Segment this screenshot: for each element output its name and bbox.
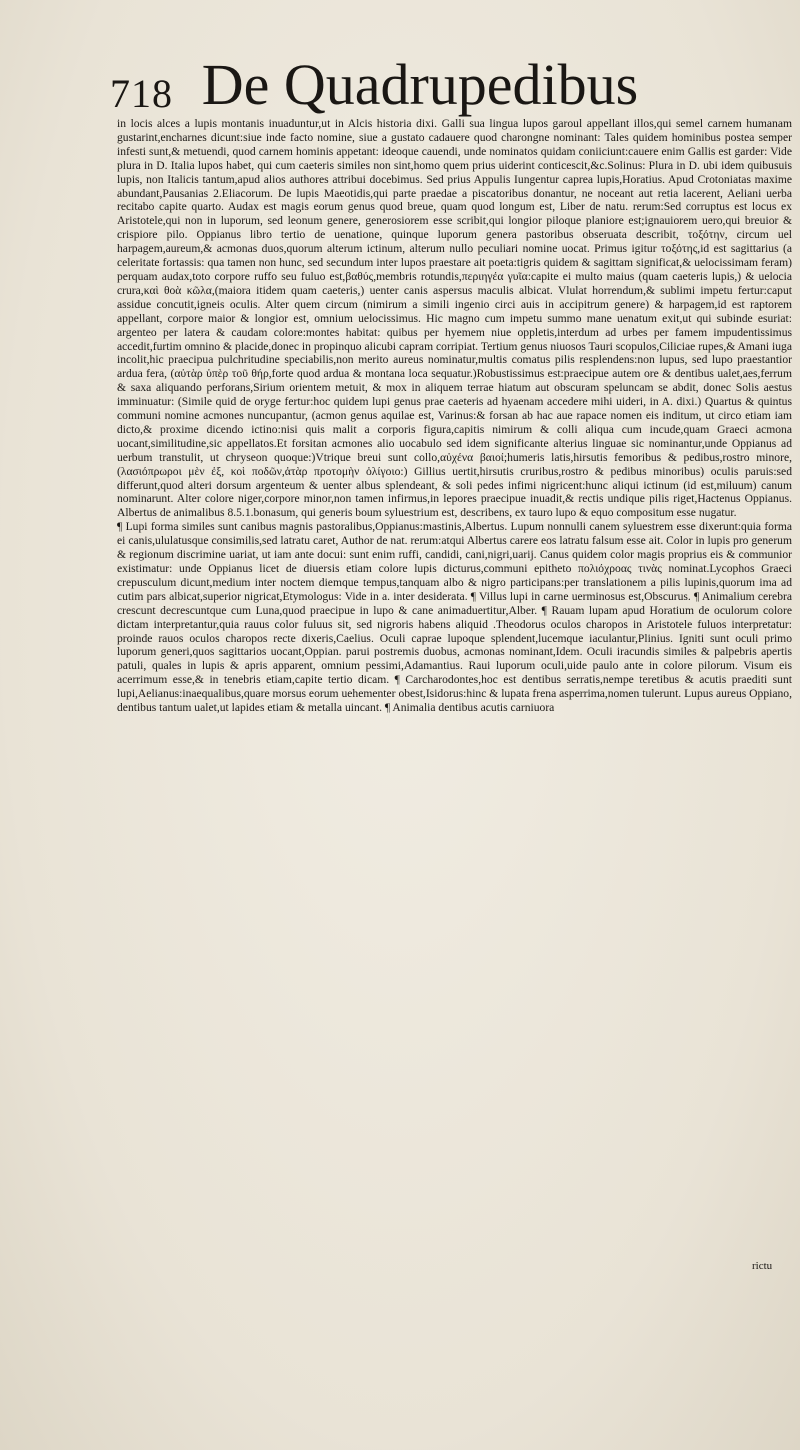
paragraph: in locis alces a lupis montanis inuaduntur,ut in Alcis historia dixi. Galli sua lingua lupos garoul appellant illos,qui semel carnem humanam gustarint,encharnes dicunt:siue inde facto nomine, siue a gustato cadauere quod charongne nominant: Tales quidem hominibus postea semper infesti sunt,& metuendi, quod carnem hominis appetant: ideoque cauendi, unde nominatos quidam coniiciunt:cauere enim Gallis est garder: Vide plura in D. Italia lupos habet, qui cum caeteris similes non sint,homo quem prius uiderint conticescit,&c.Solinus: Plura in D. ubi idem quibusuis lupis, non Italicis tantum,apud alios authores attribui docebimus. Sed prius Appulis Iungentur caprea lupis,Horatius. Apud Crotoniatas maxime abundant,Pausanias 2.Eliacorum. De lupis Maeotidis,qui parte praedae a piscatoribus donantur, ne noceant aut retia lacerent, Aeliani uerba recitabo capite quarto. Audax est magis eorum genus quod breue, quam quod longum est, Liber de natu. rerum:Sed corruptus est locus ex Aristotele,qui non in luporum, sed leonum genere, generosiorem esse scribit,qui longior piloque planiore est;ignauiorem uero,qui breuior & crispiore pilo. Oppianus libro tertio de uenatione, quinque luporum genera pastoribus obseruata describit, τοξότην, circum uel harpagem,aureum,& acmonas duos,quorum alterum ictinum, alterum nullo peculiari nomine uocat. Primus igitur τοξότης,id est sagittarius (a celeritate fortassis: qua tamen non hunc, sed secundum inter lupos praestare ait poeta:tigris quidem & sagittam significat,& uelocissimam feram) perquam audax,toto corpore ruffo seu fuluo est,βαθύς,membris rotundis,περιηγέα γυῖα:capite ei multo maius (quam caeteris lupis,) & uelocia crura,καὶ θοὰ κῶλα,(maiora itidem quam caeteris,) uenter canis aspersus maculis albicat. Vlulat horrendum,& sublimi impetu fertur:caput assidue concutit,igneis oculis. Alter quem circum (nimirum a simili ingenio circi auis in accipitrum genere) & harpagem,id est raptorem appellant, corpore maior & longior est, omnium uelocissimus. Hic magno cum impetu summo mane uenatum exit,ut qui subinde esuriat: argenteo per latera & caudam colore:montes habitat: quibus per hyemem niue oppletis,interdum ad urbes per famem impudentissimus accedit,furtim omnino & placide,donec in propinquo alicubi capram corripiat. Tertium genus niuosos Tauri scopulos,Ciliciae rupes,& Amani iuga incolit,hic praecipua pulchritudine speciabilis,non merito aureus nominatur,multis comatus pilis resplendens:non lupus, sed lupo praestantior ardua fera, (αὐτὰρ ὑπὲρ τοῦ θήρ,forte quod ardua & montana loca sequatur.)Robustissimus est:praecipue autem ore & dentibus ualet,aes,ferrum & saxa aliquando perforans,Sirium orientem metuit, & mox in aliquem terrae hiatum aut obscuram speluncam se abdit, donec Solis aestus imminuatur: (Simile quid de oryge fertur:hoc quidem lupi genus prae caeteris ad hyaenam accedere mihi uideri, in A. dixi.) Quartus & quintus communi nomine acmones nuncupantur, (acmon genus aquilae est, Varinus:& forsan ab hac aue rapace nomen eis inditum, ut circo etiam iam dicto,& proxime dicendo ictino:nisi quis malit a corporis figura,capitis nimirum & colli aliqua cum incude,quam Graeci acmona uocant,similitudine,sic appellatos.Et forsitan acmones alio uocabulo sed idem significante alterius linguae sic nominantur,unde Oppianus ad uerbum transtulit, ut chryseon quoque:)Vtrique breui sunt collo,αὐχένα βαιοί;humeris latis,hirsutis femoribus & pedibus,rostro minore,(λασιόπρωροι μὲν ἐξ, κοὶ ποδῶν,ἀτὰρ προτομὴν ὀλίγοιο:) Gillius uertit,hirsutis cruribus,rostro & pedibus minoribus) oculis paruis:sed differunt,quod alteri dorsum argenteum & uenter albus splendeant, & soli pedes infimi nigricent:hunc aliqui ictinum (id est,miluum) canum nominarunt. Alter colore niger,corpore minor,non tamen infirmus,in lepores praecipue inuadit,& rectis undique pilis riget,Hactenus Oppianus. Albertus de animalibus 8.5.1.bonasum, qui generis boum syluestrium est, describens, ex tauro lupo & equo compositum esse nugatur. (117, 117, 792, 520)
running-head: De Quadrupedibus (201, 52, 639, 117)
page-number: 718 (110, 71, 173, 116)
paragraph: ¶ Lupi forma similes sunt canibus magnis pastoralibus,Oppianus:mastinis,Albertus. Lupum nonnulli canem syluestrem esse dixerunt:quia forma ei canis,ululatusque consimilis,sed latratu caret, Author de nat. rerum:atqui Albertus carere eos latratu falsum esse ait. Color in lupis pro generum & regionum discrimine uariat, ut iam ante docui: sunt enim ruffi, candidi, cani,nigri,uarij. Canus quidem color magis proprius eis & communior existimatur: unde Oppianus licet de diuersis etiam colore lupis dicturus,communi epitheto πολιόχροας τινὰς nominat.Lycophos Graeci crepusculum dicunt,medium inter noctem diemque tempus,tanquam albo & nigro participans:per translationem a pilis lupinis,quorum ima ad cutim pars albicat,superior nigricat,Etymologus: Vide in a. inter desiderata. ¶ Villus lupi in carne uerminosus est,Obscurus. ¶ Animalium cerebra crescunt decrescuntque cum Luna,quod praecipue in lupo & cane animaduertitur,Alber. ¶ Rauam lupam apud Horatium de oculorum colore dictam interpretantur,quia rauus color fuluus sit, sed nigroris habens aliquid .Theodorus oculos charopos in Aristotele fuluos interpretatur: proinde rauos oculos charopos recte dixeris,Caelius. Oculi caprae lupoque splendent,lucemque iaculantur,Plinius. Igniti sunt oculi primo luporum generi,quos sagittarios uocant,Oppian. parui postremis duobus, acmonas nominant,Idem. Oculi iracundis similes & palpebris apertis patuli, quales in lupis & apris apparent, omnium pessimi,Adamantius. Raui luporum oculi,uide paulo ante in colore pilorum. Visum eis acerrimum esse,& in tenebris etiam,capite tertio dicam. ¶ Carcharodontes,hoc est dentibus serratis,nempe teretibus & acutis praediti sunt lupi,Aelianus:inaequalibus,quare morsus eorum uehementer obest,Isidorus:hinc & lupata frena asperrima,nomen tulerunt. Lupus aureus Oppiano, dentibus tantum ualet,ut lapides etiam & metalla uincant. ¶ Animalia dentibus acutis carniuora (117, 520, 792, 715)
catchword: rictu (752, 1260, 773, 1272)
page-header (0, 50, 800, 120)
body-text (117, 117, 792, 715)
